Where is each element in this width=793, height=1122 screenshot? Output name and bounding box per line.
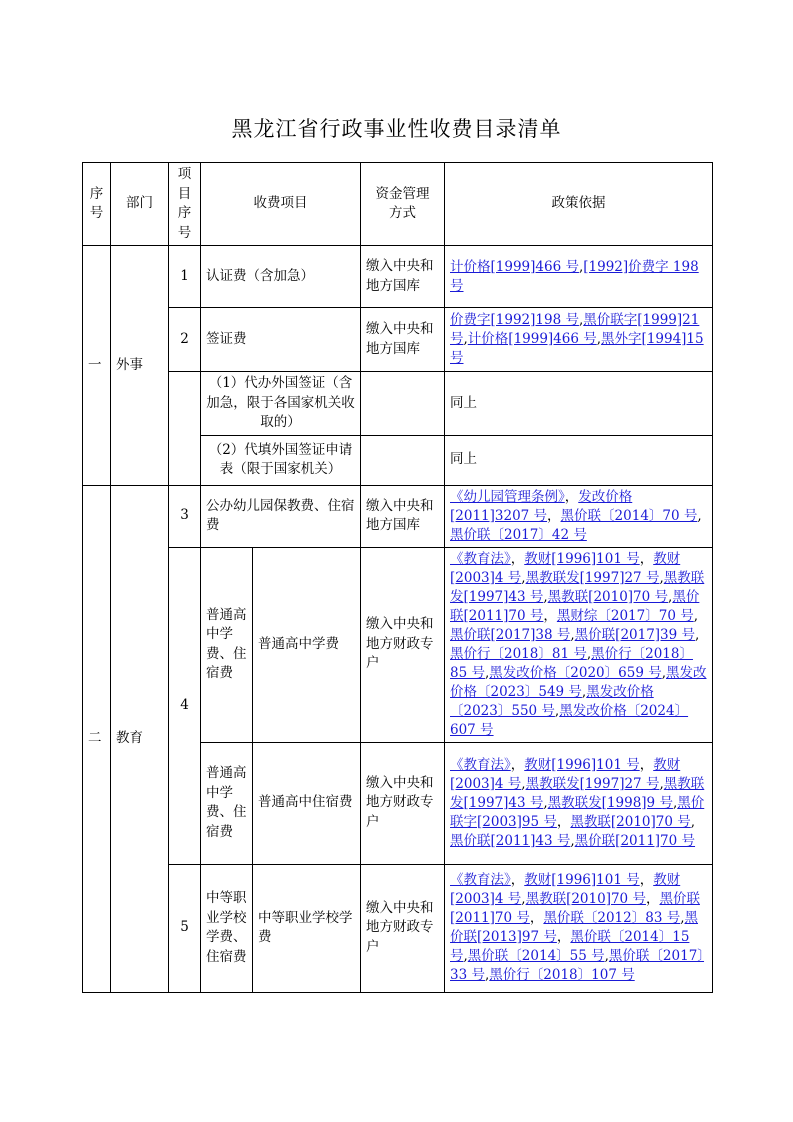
fund-mgmt: 缴入中央和地方财政专户 — [361, 742, 445, 864]
item-no: 3 — [169, 485, 201, 547]
group-seq: 一 — [83, 246, 111, 486]
policy-link[interactable]: 黑教联[2010]70 号 — [570, 813, 691, 830]
policy-link[interactable]: 黑教联发[1998]9 号 — [547, 794, 673, 811]
separator: , — [463, 331, 468, 347]
policy-link[interactable]: 教财[2003]4 号 — [450, 872, 681, 907]
policy-link[interactable]: 黑教联发[1997]43 号 — [450, 569, 705, 605]
policy-link[interactable]: [1992]价费字 198 号 — [450, 258, 699, 294]
policy-link[interactable]: 计价格[1999]466 号 — [450, 258, 579, 275]
separator: ， — [564, 488, 579, 505]
separator: , — [586, 645, 592, 662]
policy-link[interactable]: 黑价行〔2018〕85 号 — [450, 645, 693, 681]
separator: , — [484, 967, 490, 983]
table-row — [83, 246, 713, 308]
policy-basis — [445, 864, 713, 992]
policy-link[interactable]: 黑发改价格〔2023〕550 号 — [450, 683, 654, 719]
policy-link[interactable]: 黑发改价格〔2020〕659 号 — [489, 664, 662, 681]
separator: , — [693, 607, 698, 624]
policy-link[interactable]: 黑价联〔2017〕33 号 — [450, 948, 705, 983]
fee-group: 普通高中学费、住宿费 — [201, 742, 253, 864]
separator: ， — [639, 756, 654, 773]
policy-link[interactable]: 黑价行〔2018〕81 号 — [450, 645, 587, 662]
separator: , — [697, 507, 702, 524]
policy-link[interactable]: 黑教联[2010]70 号 — [525, 891, 646, 907]
policy-link[interactable]: 教财[1996]101 号 — [524, 872, 640, 888]
header-fund-mgmt: 资金管理 方式 — [361, 163, 445, 246]
separator: , — [690, 813, 696, 830]
header-fee-item: 收费项目 — [201, 163, 361, 246]
policy-link[interactable]: 教财[2003]4 号 — [450, 550, 681, 586]
item-no: 4 — [169, 547, 201, 864]
fee-group: 中等职业学校学费、住宿费 — [201, 864, 253, 992]
table-row — [83, 547, 713, 742]
separator: , — [578, 312, 584, 328]
separator: , — [668, 588, 673, 605]
separator: ， — [639, 872, 654, 888]
fund-mgmt: 缴入中央和地方国库 — [361, 308, 445, 372]
fund-mgmt: 缴入中央和地方财政专户 — [361, 547, 445, 742]
separator: ， — [529, 910, 544, 926]
separator: , — [680, 910, 685, 926]
fee-item: 签证费 — [201, 308, 361, 372]
separator: , — [581, 683, 587, 700]
policy-basis — [445, 485, 713, 547]
fee-sub-item: （2）代填外国签证申请表（限于国家机关） — [201, 435, 361, 485]
separator: , — [543, 588, 548, 605]
policy-link[interactable]: 《教育法》 — [450, 550, 511, 567]
policy-link[interactable]: 《教育法》 — [450, 872, 511, 888]
header-dept: 部门 — [111, 163, 169, 246]
policy-link[interactable]: 黑教联[2010]70 号 — [547, 588, 669, 605]
policy-basis — [445, 547, 713, 742]
fee-item: 普通高中学费 — [253, 547, 361, 742]
group-seq: 二 — [83, 485, 111, 992]
item-no: 2 — [169, 308, 201, 372]
table-row — [83, 372, 713, 436]
fee-item: 认证费（含加急） — [201, 246, 361, 308]
policy-link[interactable]: 教财[1996]101 号 — [524, 756, 640, 773]
separator: , — [570, 832, 575, 849]
policy-link[interactable]: 黑外字[1994]15 号 — [450, 331, 704, 366]
policy-basis: 同上 — [445, 372, 713, 436]
policy-link[interactable]: 黑财综〔2017〕70 号 — [556, 607, 694, 624]
policy-link[interactable]: 计价格[1999]466 号 — [467, 331, 597, 347]
fee-sub-item: （1）代办外国签证（含加急，限于各国家机关收取的） — [201, 372, 361, 436]
policy-link[interactable]: 黑教联发[1997]27 号 — [525, 775, 660, 792]
policy-link[interactable]: 黑价联〔2014〕70 号 — [560, 507, 698, 524]
separator: , — [695, 626, 700, 643]
group-dept: 教育 — [111, 485, 169, 992]
separator: , — [661, 664, 666, 681]
fee-catalog-table — [82, 162, 713, 993]
separator: , — [554, 702, 560, 719]
policy-link[interactable]: 黑价联[2011]70 号 — [450, 588, 700, 624]
separator: , — [543, 794, 548, 811]
separator: , — [521, 891, 526, 907]
separator: , — [578, 258, 584, 275]
item-no: 5 — [169, 864, 201, 992]
policy-link[interactable]: 黑发改价格〔2024〕607 号 — [450, 702, 689, 738]
policy-link[interactable]: 价费字[1992]198 号 — [450, 312, 579, 328]
separator: ， — [547, 507, 561, 524]
policy-link[interactable]: 黑价联[2011]70 号 — [450, 891, 700, 926]
fee-item: 中等职业学校学费 — [253, 864, 361, 992]
policy-basis — [445, 246, 713, 308]
separator: ， — [543, 607, 557, 624]
policy-link[interactable]: 黑价联〔2017〕42 号 — [450, 526, 587, 543]
policy-link[interactable]: 黑价联字[2003]95 号 — [450, 794, 705, 830]
fee-group: 普通高中学费、住宿费 — [201, 547, 253, 742]
header-policy: 政策依据 — [445, 163, 713, 246]
table-row — [83, 485, 713, 547]
header-seq: 序 号 — [83, 163, 111, 246]
policy-link[interactable]: 黑价联[2017]38 号 — [450, 626, 571, 643]
policy-link[interactable]: 黑价联[2011]70 号 — [574, 832, 696, 849]
separator: , — [604, 948, 609, 964]
policy-link[interactable]: 《幼儿园管理条例》 — [450, 488, 565, 505]
separator: , — [484, 664, 490, 681]
policy-basis: 同上 — [445, 435, 713, 485]
fee-item: 普通高中住宿费 — [253, 742, 361, 864]
separator: ， — [510, 756, 525, 773]
policy-link[interactable]: 黑教联发[1997]43 号 — [450, 775, 705, 811]
group-dept: 外事 — [111, 246, 169, 486]
table-header-row — [83, 163, 713, 246]
policy-link[interactable]: 黑价联[2013]97 号 — [450, 910, 698, 945]
policy-link[interactable]: 黑价联字[1999]21 号 — [450, 312, 700, 347]
separator: ， — [556, 813, 571, 830]
table-row — [83, 864, 713, 992]
policy-link[interactable]: 黑价联〔2012〕83 号 — [543, 910, 681, 926]
policy-link[interactable]: 黑价联〔2014〕15 号 — [450, 929, 690, 964]
separator: ， — [510, 872, 525, 888]
separator: , — [672, 794, 678, 811]
fund-mgmt: 缴入中央和地方国库 — [361, 485, 445, 547]
fee-item: 公办幼儿园保教费、住宿费 — [201, 485, 361, 547]
header-item-no: 项 目 序 号 — [169, 163, 201, 246]
policy-link[interactable]: 黑价行〔2018〕107 号 — [489, 967, 635, 983]
separator: , — [659, 775, 664, 792]
separator: ， — [645, 891, 660, 907]
policy-link[interactable]: 黑教联发[1997]27 号 — [525, 569, 660, 586]
policy-link[interactable]: 黑价联[2017]39 号 — [574, 626, 696, 643]
policy-basis — [445, 742, 713, 864]
page-title: 黑龙江省行政事业性收费目录清单 — [231, 117, 562, 141]
policy-link[interactable]: 黑价联〔2014〕55 号 — [467, 948, 605, 964]
separator: , — [521, 775, 526, 792]
separator: ， — [639, 550, 654, 567]
fund-mgmt: 缴入中央和地方财政专户 — [361, 864, 445, 992]
separator: , — [596, 331, 602, 347]
separator: , — [521, 569, 526, 586]
separator: ， — [556, 929, 571, 945]
item-no: 1 — [169, 246, 201, 308]
fund-mgmt-empty — [361, 435, 445, 485]
policy-link[interactable]: 《教育法》 — [450, 756, 511, 773]
item-no-empty — [169, 372, 201, 486]
policy-link[interactable]: 黑发改价格〔2023〕549 号 — [450, 664, 707, 700]
policy-link[interactable]: 发改价格[2011]3207 号 — [450, 488, 633, 524]
fund-mgmt-empty — [361, 372, 445, 436]
separator: , — [570, 626, 575, 643]
separator: , — [659, 569, 664, 586]
policy-link[interactable]: 教财[1996]101 号 — [524, 550, 640, 567]
policy-link[interactable]: 教财[2003]4 号 — [450, 756, 681, 792]
separator: , — [463, 948, 468, 964]
policy-link[interactable]: 黑价联[2011]43 号 — [450, 832, 571, 849]
table-row — [83, 308, 713, 372]
policy-basis — [445, 308, 713, 372]
separator: ， — [510, 550, 525, 567]
fund-mgmt: 缴入中央和地方国库 — [361, 246, 445, 308]
